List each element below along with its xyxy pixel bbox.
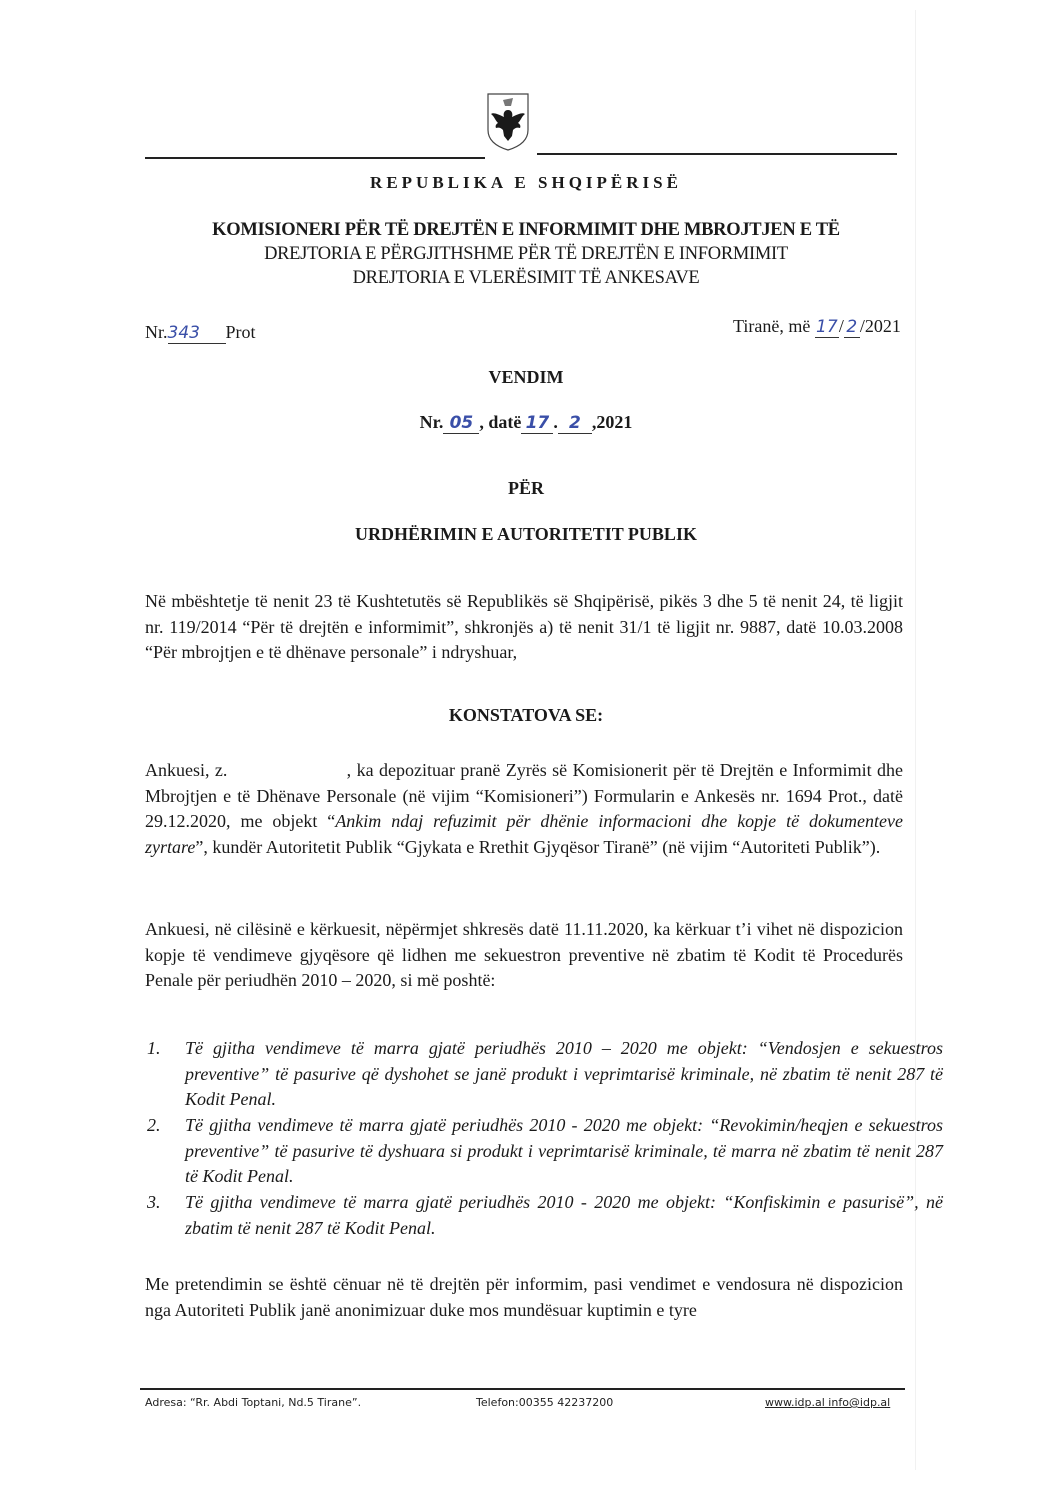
decision-number-line [0, 412, 1052, 434]
complaint-text-2: ”, kundër Autoritetit Publik “Gjykata e Rrethit Gjyqësor Tiranë” (në vijim “Autoriteti Publik”). [195, 836, 881, 857]
list-item-number: 2. [147, 1115, 161, 1135]
albanian-eagle-emblem-icon [486, 92, 530, 152]
list-item [145, 1113, 943, 1190]
decision-year: ,2021 [591, 412, 633, 432]
list-item-number: 3. [147, 1192, 161, 1212]
decision-day: 17 [521, 413, 553, 434]
list-item-number: 1. [147, 1038, 161, 1058]
date-year: /2021 [859, 316, 901, 336]
complaint-object: Ankim ndaj refuzimit për dhënie informacioni dhe kopje të dokumenteve zyrtare [145, 811, 908, 857]
footer-phone: Telefon:00355 42237200 [476, 1396, 614, 1409]
protocol-number: 343 [168, 323, 226, 344]
header-rule-right [537, 153, 897, 155]
place-label: Tiranë, më [733, 316, 811, 336]
request-paragraph: Ankuesi, në cilësinë e kërkuesit, nëpërmjet shkresës datë 11.11.2020, ka kërkuar t’i vihet në dispozicion kopje të vendimeve gjyqësore që lidhen me sekuestron preventive në zbatim të Kodit të Procedurës Penale për periudhën 2010 – 2020, si më poshtë: [145, 919, 903, 990]
list-item-text: Të gjitha vendimeve të marra gjatë periudhës 2010 - 2020 me objekt: “Konfiskimin e pasurisë”, në zbatim të nenit 287 të Kodit Penal. [185, 1192, 943, 1238]
decision-subject: URDHËRIMIN E AUTORITETIT PUBLIK [355, 524, 697, 544]
decision-dot: . [553, 412, 558, 432]
date-sep: / [838, 316, 844, 336]
place-date [733, 316, 901, 338]
footer-web-link[interactable]: www.idp.al info@idp.al [765, 1396, 891, 1409]
republic-title: REPUBLIKA E SHQIPËRISË [370, 173, 682, 192]
findings-heading: KONSTATOVA SE: [448, 705, 604, 725]
date-month: 2 [844, 317, 860, 338]
list-item [145, 1036, 943, 1113]
list-item-text: Të gjitha vendimeve të marra gjatë periudhës 2010 - 2020 me objekt: “Revokimin/heqjen e sekuestros preventive” të pasurive të dyshuara si produkt i veprimtarisë kriminale, të marra në zbatim të nenit 287 të Kodit Penal. [185, 1115, 943, 1186]
per-heading: PËR [508, 478, 544, 498]
decision-month: 2 [558, 413, 592, 434]
footer-rule [140, 1388, 905, 1390]
date-day: 17 [816, 317, 838, 337]
institution-line-2: DREJTORIA E PËRGJITHSHME PËR TË DREJTËN E INFORMIMIT [264, 244, 788, 264]
list-item [145, 1190, 943, 1241]
protocol-reference [145, 322, 256, 344]
complaint-paragraph [145, 758, 908, 860]
decision-nr-label: Nr. [419, 412, 444, 432]
complaint-text-1: Ankuesi, z. , ka depozituar pranë Zyrës së Komisionerit për të Drejtën e Informimit dhe Mbrojtjen e të Dhënave Personale (në vijim “Komisioneri”) Formularin e Ankesës nr. 1694 Prot., datë 29.12.2020, me objekt “ [145, 760, 908, 831]
decision-title: VENDIM [488, 367, 564, 387]
list-item-text: Të gjitha vendimeve të marra gjatë periudhës 2010 – 2020 me objekt: “Vendosjen e sekuestros preventive” të pasurive që dyshohet se janë produkt i veprimtarisë kriminale, në zbatim të nenit 287 të Kodit Penal. [185, 1038, 943, 1109]
prot-label: Prot [225, 322, 256, 342]
footer-address: Adresa: “Rr. Abdi Toptani, Nd.5 Tirane”. [145, 1396, 362, 1409]
decision-date-label: , datë [479, 412, 522, 432]
header-rule-left [145, 157, 485, 159]
claim-paragraph: Me pretendimin se është cënuar në të drejtën për informim, pasi vendimet e vendosura në dispozicion nga Autoriteti Publik janë anonimizuar duke mos mundësuar kuptimin e tyre [145, 1274, 903, 1320]
decision-number: 05 [443, 413, 479, 434]
institution-line-3: DREJTORIA E VLERËSIMIT TË ANKESAVE [352, 268, 700, 288]
nr-label: Nr. [145, 322, 168, 342]
legal-basis-paragraph: Në mbështetje të nenit 23 të Kushtetutës së Republikës së Shqipërisë, pikës 3 dhe 5 të nenit 24, të ligjit nr. 119/2014 “Për të drejtën e informimit”, shkronjës a) të nenit 31/1 të ligjit nr. 9887, datë 10.03.2008 “Për mbrojtjen e të dhënave personale” i ndryshuar, [145, 591, 903, 662]
institution-line-1: KOMISIONERI PËR TË DREJTËN E INFORMIMIT DHE MBROJTJEN E TË [212, 220, 840, 240]
